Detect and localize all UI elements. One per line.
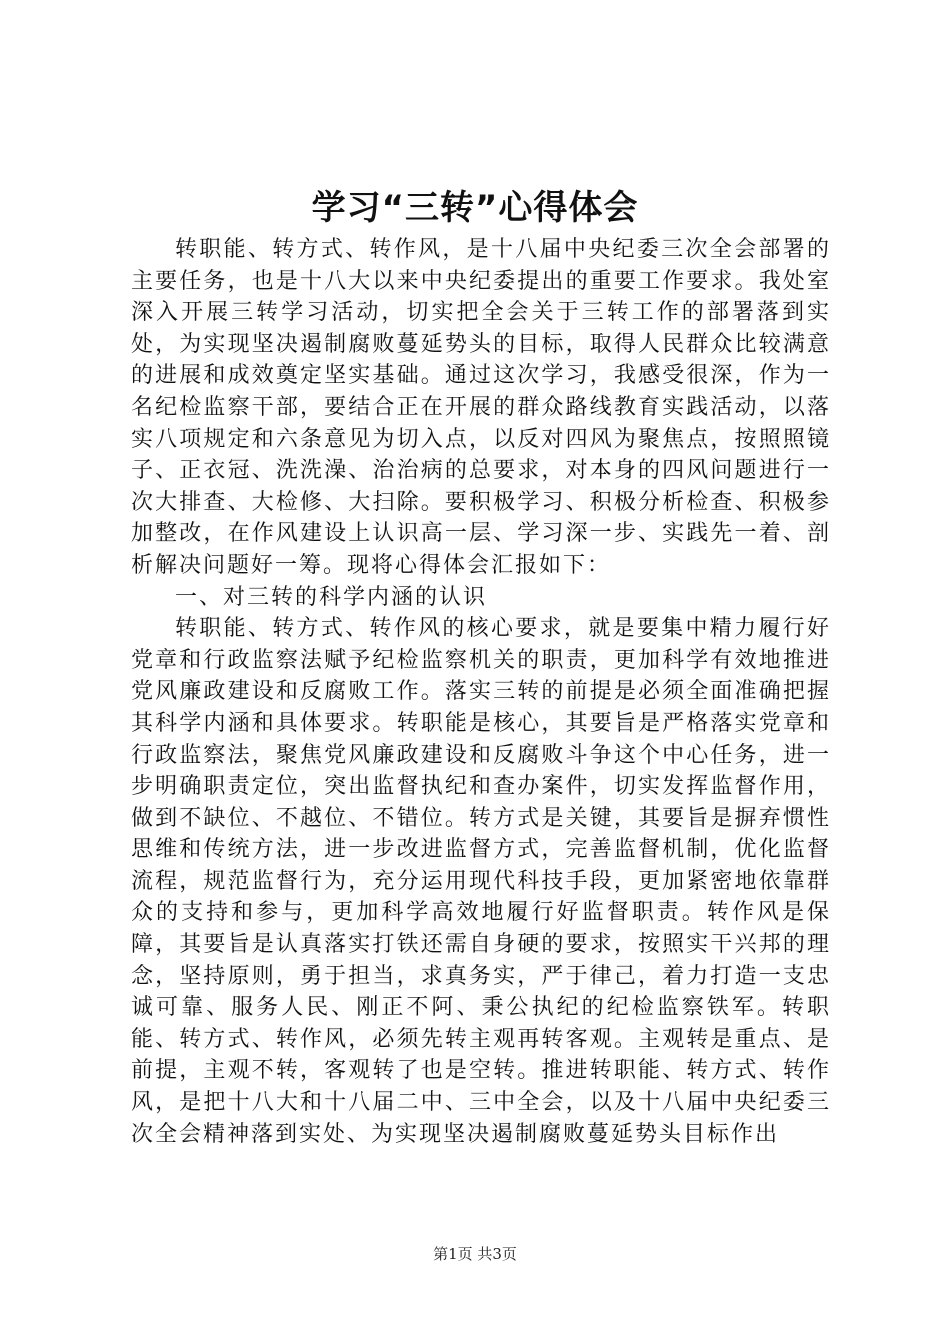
intro-paragraph: 转职能、转方式、转作风，是十八届中央纪委三次全会部署的主要任务，也是十八大以来中央纪委提出的重要工作要求。我处室深入开展三转学习活动，切实把全会关于三转工作的部署落到实处，为实现坚决遏制腐败蔓延势头的目标，取得人民群众比较满意的进展和成效奠定坚实基础。通过这次学习，我感受很深，作为一名纪检监察干部，要结合正在开展的群众路线教育实践活动，以落实八项规定和六条意见为切入点，以反对四风为聚焦点，按照照镜子、正衣冠、洗洗澡、治治病的总要求，对本身的四风问题进行一次大排查、大检修、大扫除。要积极学习、积极分析检查、积极参加整改，在作风建设上认识高一层、学习深一步、实践先一着、剖析解决问题好一筹。现将心得体会汇报如下： [131,237,831,578]
section-paragraph: 转职能、转方式、转作风的核心要求，就是要集中精力履行好党章和行政监察法赋予纪检监察机关的职责，更加科学有效地推进党风廉政建设和反腐败工作。落实三转的前提是必须全面准确把握其科学内涵和具体要求。转职能是核心，其要旨是严格落实党章和行政监察法，聚焦党风廉政建设和反腐败斗争这个中心任务，进一步明确职责定位，突出监督执纪和查办案件，切实发挥监督作用，做到不缺位、不越位、不错位。转方式是关键，其要旨是摒弃惯性思维和传统方法，进一步改进监督方式，完善监督机制，优化监督流程，规范监督行为，充分运用现代科技手段，更加紧密地依靠群众的支持和参与，更加科学高效地履行好监督职责。转作风是保障，其要旨是认真落实打铁还需自身硬的要求，按照实干兴邦的理念，坚持原则，勇于担当，求真务实，严于律己，着力打造一支忠诚可靠、服务人民、刚正不阿、秉公执纪的纪检监察铁军。转职能、转方式、转作风，必须先转主观再转客观。主观转是重点、是前提，主观不转，客观转了也是空转。推进转职能、转方式、转作风，是把十八大和十八届二中、三中全会，以及十八届中央纪委三次全会精神落到实处、为实现坚决遏制腐败蔓延势头目标作出 [131,616,831,1147]
document-body [131,234,831,1150]
document-title: 学习“三转”心得体会 [311,188,639,228]
page-footer: 第1页 共3页 [433,1245,517,1263]
section-heading: 一、对三转的科学内涵的认识 [175,584,488,610]
